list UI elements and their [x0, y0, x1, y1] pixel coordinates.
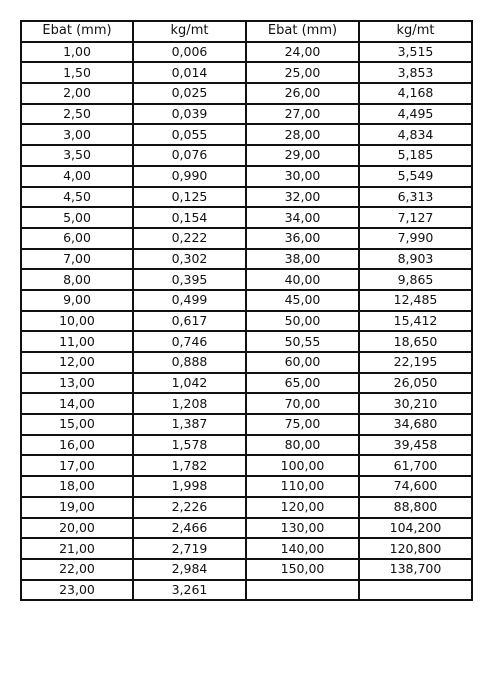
cell-weight-left: 1,998 [133, 476, 246, 497]
header-size-left: Ebat (mm) [21, 21, 133, 42]
cell-size-left: 2,50 [21, 104, 133, 125]
cell-size-left: 23,00 [21, 580, 133, 601]
cell-size-right: 50,00 [246, 311, 359, 332]
cell-weight-right: 7,990 [359, 228, 472, 249]
cell-weight-right: 12,485 [359, 290, 472, 311]
table-row [21, 104, 472, 125]
cell-size-right: 24,00 [246, 42, 359, 63]
cell-size-left: 20,00 [21, 518, 133, 539]
cell-weight-right: 4,168 [359, 83, 472, 104]
header-weight-left: kg/mt [133, 21, 246, 42]
cell-size-left: 7,00 [21, 249, 133, 270]
cell-weight-right: 4,495 [359, 104, 472, 125]
cell-weight-right: 74,600 [359, 476, 472, 497]
cell-size-left: 2,00 [21, 83, 133, 104]
cell-weight-right: 104,200 [359, 518, 472, 539]
cell-size-left: 3,50 [21, 145, 133, 166]
cell-weight-left: 0,746 [133, 331, 246, 352]
cell-weight-right: 3,853 [359, 62, 472, 83]
cell-size-left: 3,00 [21, 124, 133, 145]
cell-size-left: 22,00 [21, 559, 133, 580]
cell-weight-left: 0,154 [133, 207, 246, 228]
table-header-row [21, 21, 472, 42]
cell-size-left: 13,00 [21, 373, 133, 394]
cell-weight-left: 1,387 [133, 414, 246, 435]
cell-size-right: 28,00 [246, 124, 359, 145]
table-row [21, 352, 472, 373]
table-row [21, 435, 472, 456]
cell-weight-left: 2,984 [133, 559, 246, 580]
table-row [21, 207, 472, 228]
cell-weight-left: 0,888 [133, 352, 246, 373]
table-row [21, 393, 472, 414]
cell-weight-right: 39,458 [359, 435, 472, 456]
table-row [21, 42, 472, 63]
cell-size-right: 50,55 [246, 331, 359, 352]
cell-size-left: 21,00 [21, 538, 133, 559]
cell-size-right: 29,00 [246, 145, 359, 166]
cell-weight-right: 15,412 [359, 311, 472, 332]
cell-weight-right: 138,700 [359, 559, 472, 580]
cell-weight-right: 9,865 [359, 269, 472, 290]
cell-weight-left: 0,395 [133, 269, 246, 290]
weight-table [20, 20, 473, 601]
cell-weight-right: 88,800 [359, 497, 472, 518]
table-row [21, 331, 472, 352]
cell-weight-right: 7,127 [359, 207, 472, 228]
table-row [21, 559, 472, 580]
table-row [21, 290, 472, 311]
cell-weight-right: 26,050 [359, 373, 472, 394]
weight-table-container [20, 20, 473, 601]
table-row [21, 497, 472, 518]
cell-weight-left: 1,578 [133, 435, 246, 456]
cell-size-left: 15,00 [21, 414, 133, 435]
table-row [21, 373, 472, 394]
cell-weight-left: 0,025 [133, 83, 246, 104]
cell-weight-left: 1,042 [133, 373, 246, 394]
cell-size-right: 70,00 [246, 393, 359, 414]
cell-size-left: 6,00 [21, 228, 133, 249]
cell-size-right: 60,00 [246, 352, 359, 373]
cell-size-right: 30,00 [246, 166, 359, 187]
header-weight-right: kg/mt [359, 21, 472, 42]
cell-size-right: 38,00 [246, 249, 359, 270]
cell-size-left: 4,50 [21, 187, 133, 208]
table-row [21, 414, 472, 435]
cell-size-left: 8,00 [21, 269, 133, 290]
cell-size-left: 18,00 [21, 476, 133, 497]
cell-size-left: 11,00 [21, 331, 133, 352]
cell-weight-left: 0,014 [133, 62, 246, 83]
table-row [21, 249, 472, 270]
table-row [21, 518, 472, 539]
cell-size-left: 1,50 [21, 62, 133, 83]
table-row [21, 83, 472, 104]
cell-weight-left: 0,222 [133, 228, 246, 249]
cell-size-right: 25,00 [246, 62, 359, 83]
cell-weight-left: 0,990 [133, 166, 246, 187]
cell-size-right: 65,00 [246, 373, 359, 394]
cell-weight-right: 6,313 [359, 187, 472, 208]
cell-weight-left: 0,039 [133, 104, 246, 125]
cell-weight-left: 0,499 [133, 290, 246, 311]
cell-size-right: 80,00 [246, 435, 359, 456]
table-row [21, 145, 472, 166]
table-body [21, 42, 472, 601]
cell-weight-left: 0,055 [133, 124, 246, 145]
cell-weight-right: 8,903 [359, 249, 472, 270]
cell-weight-right: 61,700 [359, 455, 472, 476]
table-row [21, 166, 472, 187]
cell-weight-left: 0,076 [133, 145, 246, 166]
table-row [21, 455, 472, 476]
cell-size-right: 34,00 [246, 207, 359, 228]
cell-weight-right: 3,515 [359, 42, 472, 63]
cell-size-right: 40,00 [246, 269, 359, 290]
cell-size-right: 26,00 [246, 83, 359, 104]
cell-weight-left: 2,466 [133, 518, 246, 539]
cell-weight-right: 34,680 [359, 414, 472, 435]
cell-weight-right: 22,195 [359, 352, 472, 373]
cell-size-left: 5,00 [21, 207, 133, 228]
cell-weight-left: 0,302 [133, 249, 246, 270]
table-row [21, 62, 472, 83]
cell-size-right: 27,00 [246, 104, 359, 125]
cell-weight-left: 2,719 [133, 538, 246, 559]
cell-weight-right [359, 580, 472, 601]
cell-size-right: 150,00 [246, 559, 359, 580]
table-row [21, 187, 472, 208]
cell-size-left: 19,00 [21, 497, 133, 518]
table-row [21, 269, 472, 290]
cell-weight-right: 4,834 [359, 124, 472, 145]
cell-size-right: 36,00 [246, 228, 359, 249]
cell-weight-right: 5,549 [359, 166, 472, 187]
cell-size-left: 10,00 [21, 311, 133, 332]
table-row [21, 228, 472, 249]
cell-size-right: 140,00 [246, 538, 359, 559]
table-row [21, 476, 472, 497]
table-row [21, 124, 472, 145]
cell-size-right: 32,00 [246, 187, 359, 208]
table-row [21, 538, 472, 559]
cell-size-right: 110,00 [246, 476, 359, 497]
cell-size-left: 12,00 [21, 352, 133, 373]
table-row [21, 580, 472, 601]
cell-weight-left: 0,617 [133, 311, 246, 332]
cell-size-right: 120,00 [246, 497, 359, 518]
cell-weight-left: 1,208 [133, 393, 246, 414]
cell-weight-left: 2,226 [133, 497, 246, 518]
cell-weight-left: 0,006 [133, 42, 246, 63]
cell-size-right: 130,00 [246, 518, 359, 539]
cell-size-right: 75,00 [246, 414, 359, 435]
cell-weight-left: 0,125 [133, 187, 246, 208]
header-size-right: Ebat (mm) [246, 21, 359, 42]
cell-size-left: 9,00 [21, 290, 133, 311]
table-row [21, 311, 472, 332]
cell-weight-left: 1,782 [133, 455, 246, 476]
cell-weight-right: 18,650 [359, 331, 472, 352]
cell-weight-right: 120,800 [359, 538, 472, 559]
cell-size-left: 14,00 [21, 393, 133, 414]
cell-size-left: 1,00 [21, 42, 133, 63]
cell-size-left: 4,00 [21, 166, 133, 187]
cell-size-left: 17,00 [21, 455, 133, 476]
cell-size-right: 100,00 [246, 455, 359, 476]
cell-size-right [246, 580, 359, 601]
cell-weight-left: 3,261 [133, 580, 246, 601]
cell-weight-right: 5,185 [359, 145, 472, 166]
cell-weight-right: 30,210 [359, 393, 472, 414]
cell-size-right: 45,00 [246, 290, 359, 311]
cell-size-left: 16,00 [21, 435, 133, 456]
